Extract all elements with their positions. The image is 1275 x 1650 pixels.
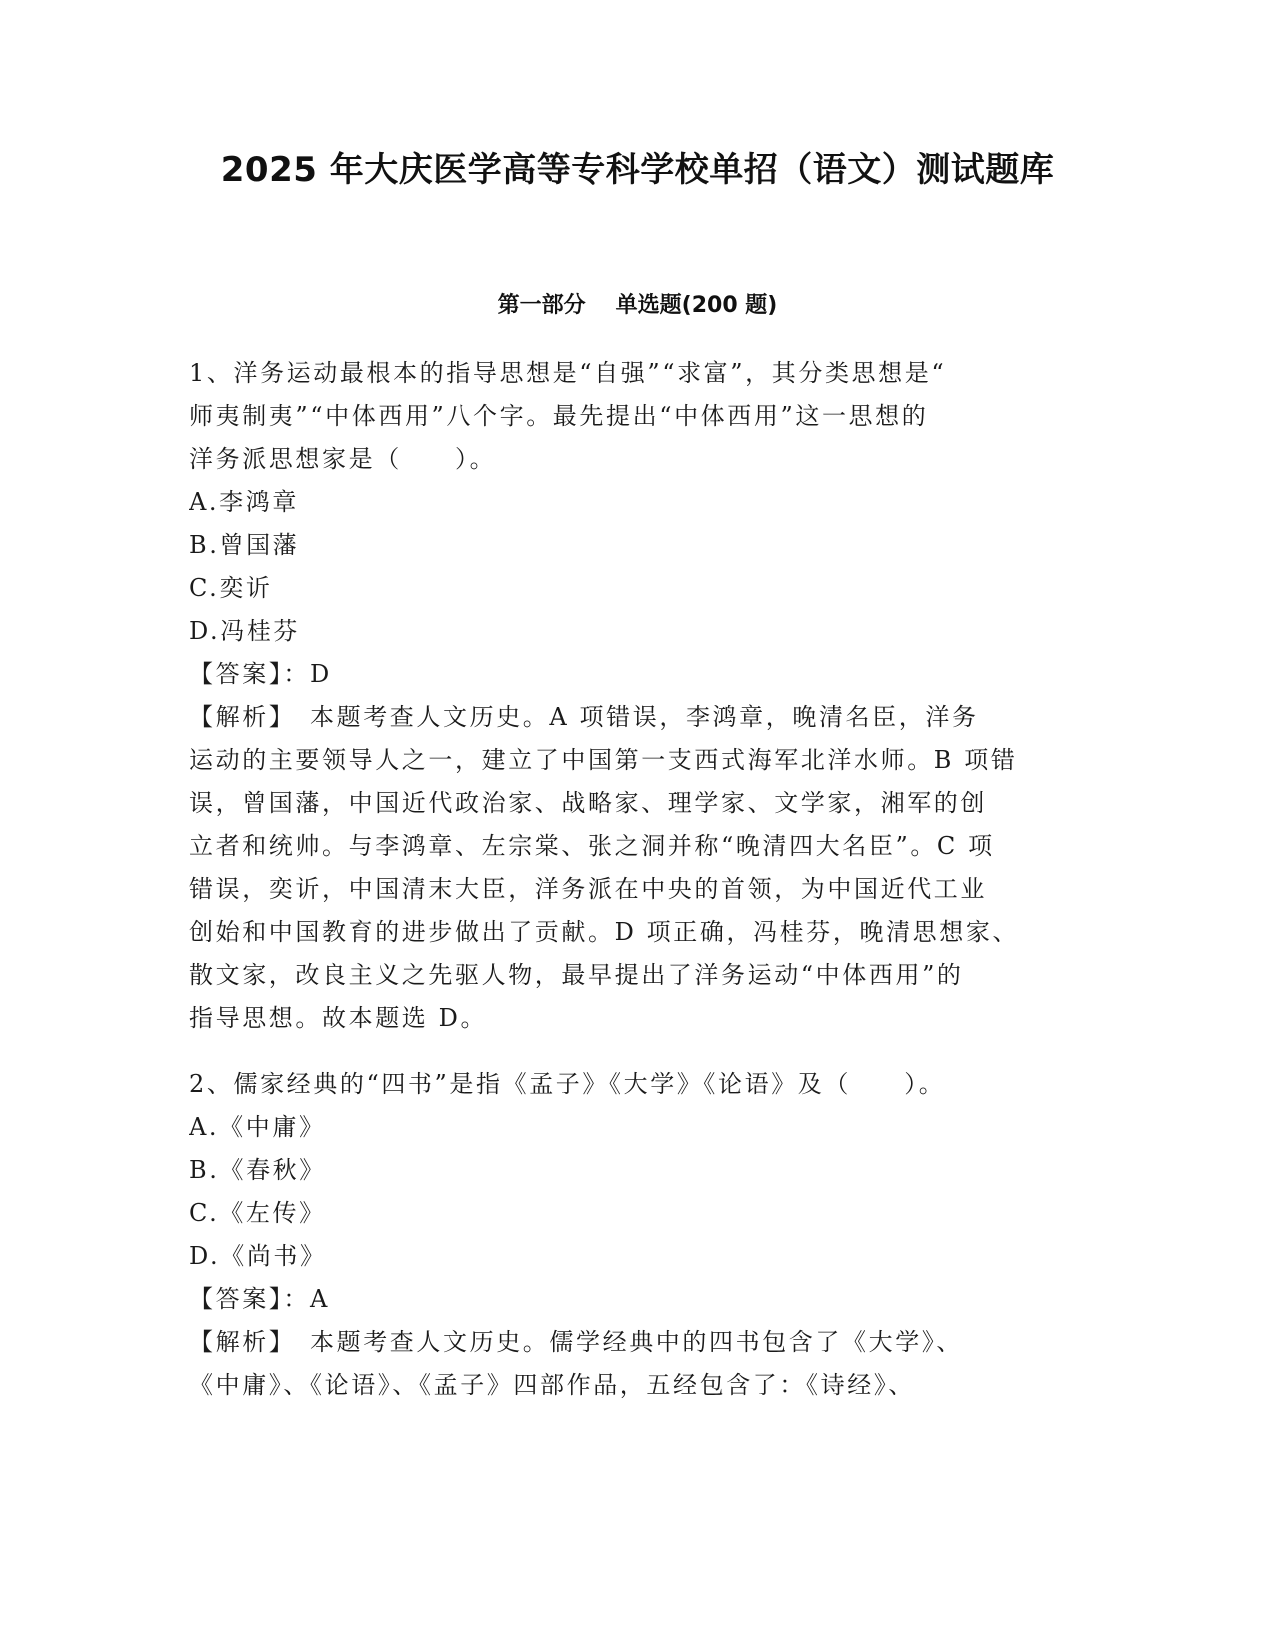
answer-line: 【答案】：D	[189, 660, 332, 688]
section-part: 第一部分	[497, 293, 586, 318]
analysis-line: 散文家，改良主义之先驱人物，最早提出了洋务运动“中体西用”的	[189, 961, 964, 989]
option-a: A.《中庸》	[189, 1113, 326, 1141]
analysis-line: 立者和统帅。与李鸿章、左宗棠、张之洞并称“晚清四大名臣”。C 项	[189, 832, 995, 860]
option-d: D.《尚书》	[189, 1242, 327, 1270]
analysis-line: 【解析】 本题考查人文历史。儒学经典中的四书包含了《大学》、	[189, 1328, 963, 1356]
analysis-line: 指导思想。故本题选 D。	[189, 1004, 488, 1032]
option-c: C.奕䜣	[189, 574, 273, 602]
question-stem-line: 洋务派思想家是（ ）。	[189, 445, 497, 473]
document-title: 2025 年大庆医学高等专科学校单招（语文）测试题库	[220, 150, 1055, 190]
section-heading	[0, 291, 1275, 321]
analysis-line: 错误，奕䜣，中国清末大臣，洋务派在中央的首领，为中国近代工业	[189, 875, 987, 903]
analysis-line: 《中庸》、《论语》、《孟子》四部作品，五经包含了：《诗经》、	[189, 1371, 915, 1399]
question-2	[189, 1063, 1089, 1407]
question-stem-line: 师夷制夷”“中体西用”八个字。最先提出“中体西用”这一思想的	[189, 402, 929, 430]
question-stem-line: 1、洋务运动最根本的指导思想是“自强”“求富”，其分类思想是“	[189, 359, 947, 387]
question-stem-line: 2、儒家经典的“四书”是指《孟子》《大学》《论语》及（ ）。	[189, 1070, 946, 1098]
option-d: D.冯桂芬	[189, 617, 301, 645]
section-name: 单选题(200 题)	[615, 293, 778, 318]
analysis-line: 创始和中国教育的进步做出了贡献。D 项正确，冯桂芬，晚清思想家、	[189, 918, 1020, 946]
question-1	[189, 352, 1089, 1040]
analysis-line: 误，曾国藩，中国近代政治家、战略家、理学家、文学家，湘军的创	[189, 789, 987, 817]
option-c: C.《左传》	[189, 1199, 326, 1227]
option-b: B.曾国藩	[189, 531, 300, 559]
analysis-line: 运动的主要领导人之一，建立了中国第一支西式海军北洋水师。B 项错	[189, 746, 1018, 774]
option-b: B.《春秋》	[189, 1156, 326, 1184]
answer-line: 【答案】：A	[189, 1285, 330, 1313]
analysis-line: 【解析】 本题考查人文历史。A 项错误，李鸿章，晚清名臣，洋务	[189, 703, 979, 731]
option-a: A.李鸿章	[189, 488, 299, 516]
